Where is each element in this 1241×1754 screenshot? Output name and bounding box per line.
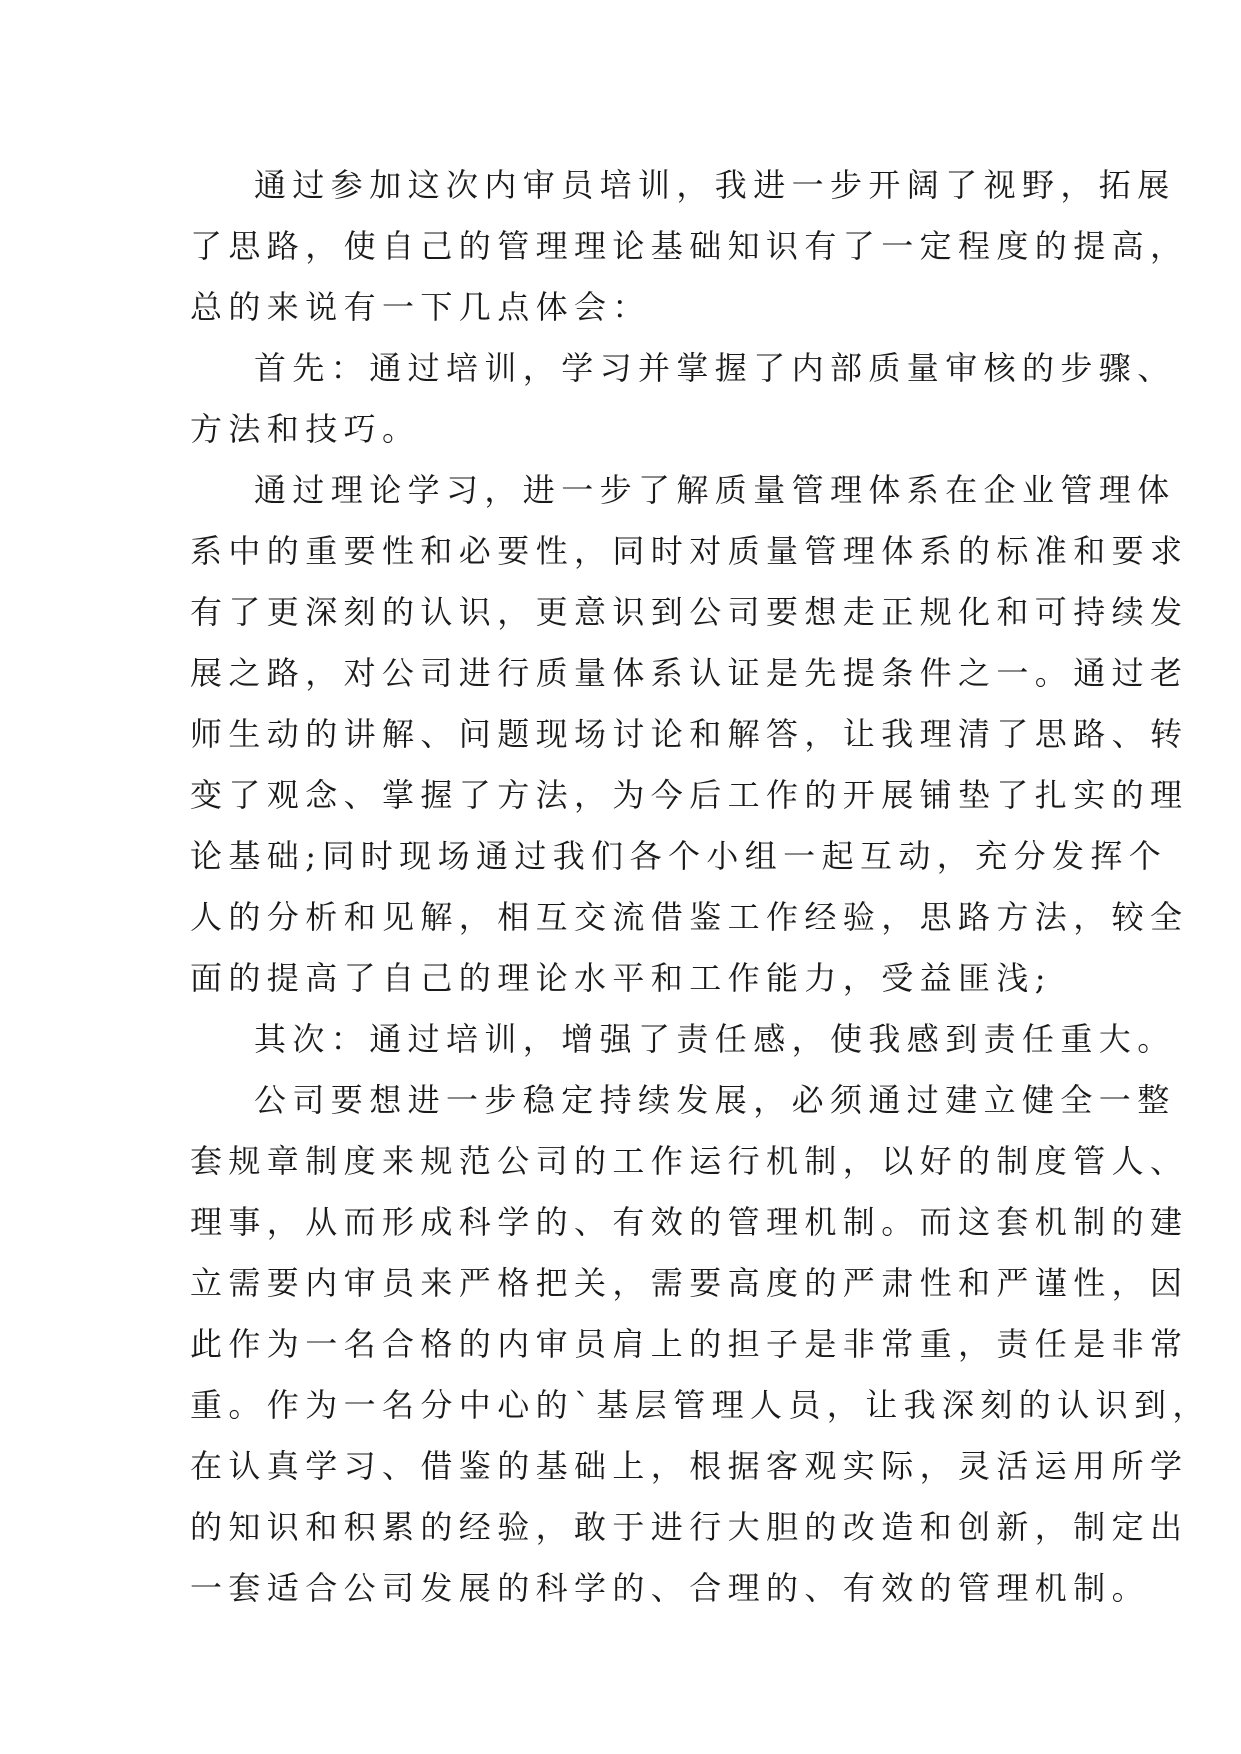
text-line: 系中的重要性和必要性，同时对质量管理体系的标准和要求	[190, 532, 1189, 570]
text-line: 方法和技巧。	[190, 410, 421, 448]
text-line: 重。作为一名分中心的`基层管理人员，让我深刻的认识到，	[190, 1386, 1211, 1424]
text-line: 此作为一名合格的内审员肩上的担子是非常重，责任是非常	[190, 1325, 1189, 1363]
text-line: 公司要想进一步稳定持续发展，必须通过建立健全一整	[254, 1081, 1176, 1119]
text-line: 了思路，使自己的管理理论基础知识有了一定程度的提高，	[190, 227, 1189, 265]
text-line: 人的分析和见解，相互交流借鉴工作经验，思路方法，较全	[190, 898, 1189, 936]
text-line: 立需要内审员来严格把关，需要高度的严肃性和严谨性，因	[190, 1264, 1189, 1302]
text-line: 师生动的讲解、问题现场讨论和解答，让我理清了思路、转	[190, 715, 1189, 753]
text-line: 一套适合公司发展的科学的、合理的、有效的管理机制。	[190, 1569, 1151, 1607]
text-line: 理事，从而形成科学的、有效的管理机制。而这套机制的建	[190, 1203, 1189, 1241]
text-line: 面的提高了自己的理论水平和工作能力，受益匪浅;	[190, 959, 1052, 997]
text-line: 论基础;同时现场通过我们各个小组一起互动，充分发挥个	[190, 837, 1168, 875]
text-line: 的知识和积累的经验，敢于进行大胆的改造和创新，制定出	[190, 1508, 1189, 1546]
text-line: 有了更深刻的认识，更意识到公司要想走正规化和可持续发	[190, 593, 1189, 631]
text-line: 通过参加这次内审员培训，我进一步开阔了视野，拓展	[254, 166, 1176, 204]
text-line: 在认真学习、借鉴的基础上，根据客观实际，灵活运用所学	[190, 1447, 1189, 1485]
text-line: 通过理论学习，进一步了解质量管理体系在企业管理体	[254, 471, 1176, 509]
text-line: 首先：通过培训，学习并掌握了内部质量审核的步骤、	[254, 349, 1176, 387]
text-line: 变了观念、掌握了方法，为今后工作的开展铺垫了扎实的理	[190, 776, 1189, 814]
text-line: 其次：通过培训，增强了责任感，使我感到责任重大。	[254, 1020, 1176, 1058]
text-line: 展之路，对公司进行质量体系认证是先提条件之一。通过老	[190, 654, 1189, 692]
text-line: 总的来说有一下几点体会：	[190, 288, 651, 326]
text-line: 套规章制度来规范公司的工作运行机制，以好的制度管人、	[190, 1142, 1189, 1180]
